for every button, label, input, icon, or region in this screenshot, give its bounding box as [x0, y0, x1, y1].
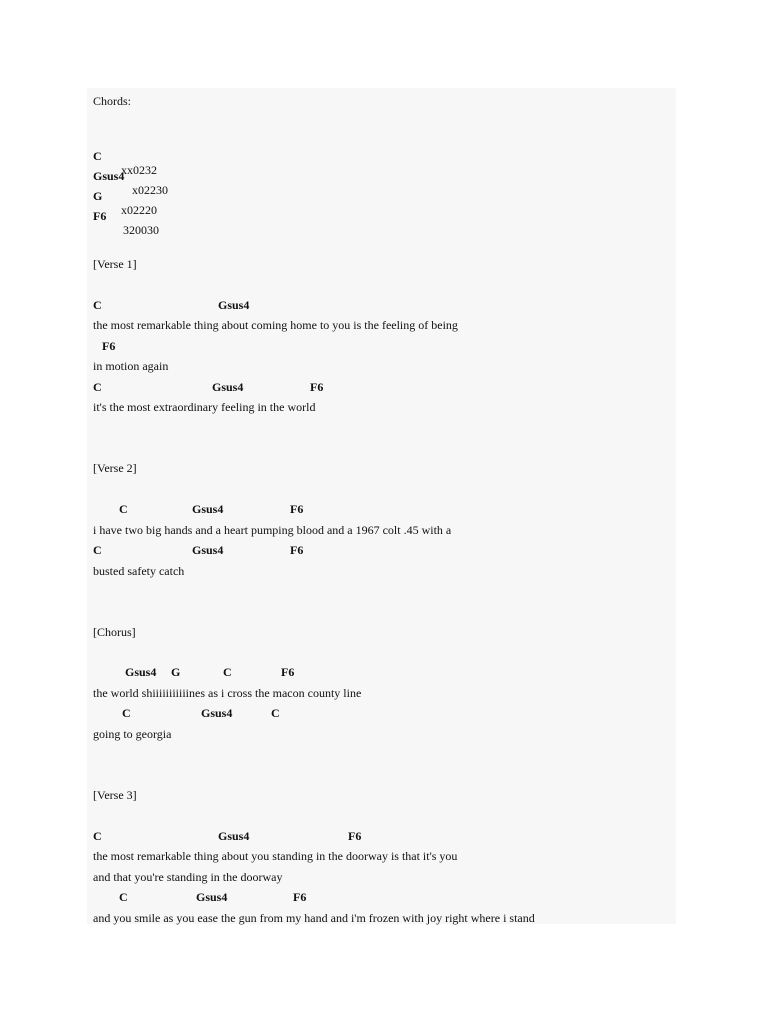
chord: C [119, 890, 128, 904]
chord-fingering: 320030 [123, 223, 159, 237]
chord-line [93, 829, 593, 843]
lyric-line: i have two big hands and a heart pumping blood and a 1967 colt .45 with a [93, 523, 452, 537]
chord: F6 [102, 339, 116, 353]
section-label-verse-1: [Verse 1] [93, 257, 137, 271]
chord-line [93, 543, 593, 557]
lyric-line: busted safety catch [93, 564, 185, 578]
chord-line [93, 665, 593, 679]
chord: F6 [293, 890, 307, 904]
chord-line [93, 298, 593, 312]
chord: C [271, 706, 280, 720]
lyric-line: the world shiiiiiiiiiiines as i cross the macon county line [93, 686, 362, 700]
chord: F6 [348, 829, 362, 843]
section-label-chorus: [Chorus] [93, 625, 136, 639]
chord: Gsus4 [196, 890, 228, 904]
chord: Gsus4 [192, 543, 224, 557]
chord: C [93, 298, 102, 312]
lyric-line: going to georgia [93, 727, 172, 741]
chord: Gsus4 [125, 665, 157, 679]
lyric-line: the most remarkable thing about you standing in the doorway is that it's you [93, 849, 458, 863]
lyric-line: and you smile as you ease the gun from my hand and i'm frozen with joy right where i stand [93, 911, 535, 925]
chord: F6 [290, 502, 304, 516]
chords-header: Chords: [93, 94, 132, 108]
chord-fingering: x02230 [132, 183, 168, 197]
chord-name: G [93, 189, 103, 203]
chord: Gsus4 [201, 706, 233, 720]
chord-line [93, 339, 593, 353]
chord: Gsus4 [192, 502, 224, 516]
lyric-line: it's the most extraordinary feeling in the world [93, 400, 316, 414]
lyric-line: in motion again [93, 359, 169, 373]
lyric-line: the most remarkable thing about coming home to you is the feeling of being [93, 318, 458, 332]
chord: Gsus4 [218, 298, 250, 312]
section-label-verse-2: [Verse 2] [93, 461, 137, 475]
chord-line [93, 380, 593, 394]
chord-name: C [93, 149, 102, 163]
chord-fingering: xx0232 [121, 163, 157, 177]
chord-line [93, 890, 593, 904]
chord: C [93, 380, 102, 394]
chord: F6 [290, 543, 304, 557]
chord: C [119, 502, 128, 516]
lyric-line: and that you're standing in the doorway [93, 870, 283, 884]
chord-name: Gsus4 [93, 169, 125, 183]
chord: C [122, 706, 131, 720]
chord-name: F6 [93, 209, 107, 223]
chord: Gsus4 [218, 829, 250, 843]
chord: G [171, 665, 181, 679]
chord: F6 [281, 665, 295, 679]
chord-fingering: x02220 [121, 203, 157, 217]
chord: F6 [310, 380, 324, 394]
chord: Gsus4 [212, 380, 244, 394]
chord: C [223, 665, 232, 679]
chord-line [93, 706, 593, 720]
chord: C [93, 829, 102, 843]
section-label-verse-3: [Verse 3] [93, 788, 137, 802]
chord: C [93, 543, 102, 557]
chord-line [93, 502, 593, 516]
